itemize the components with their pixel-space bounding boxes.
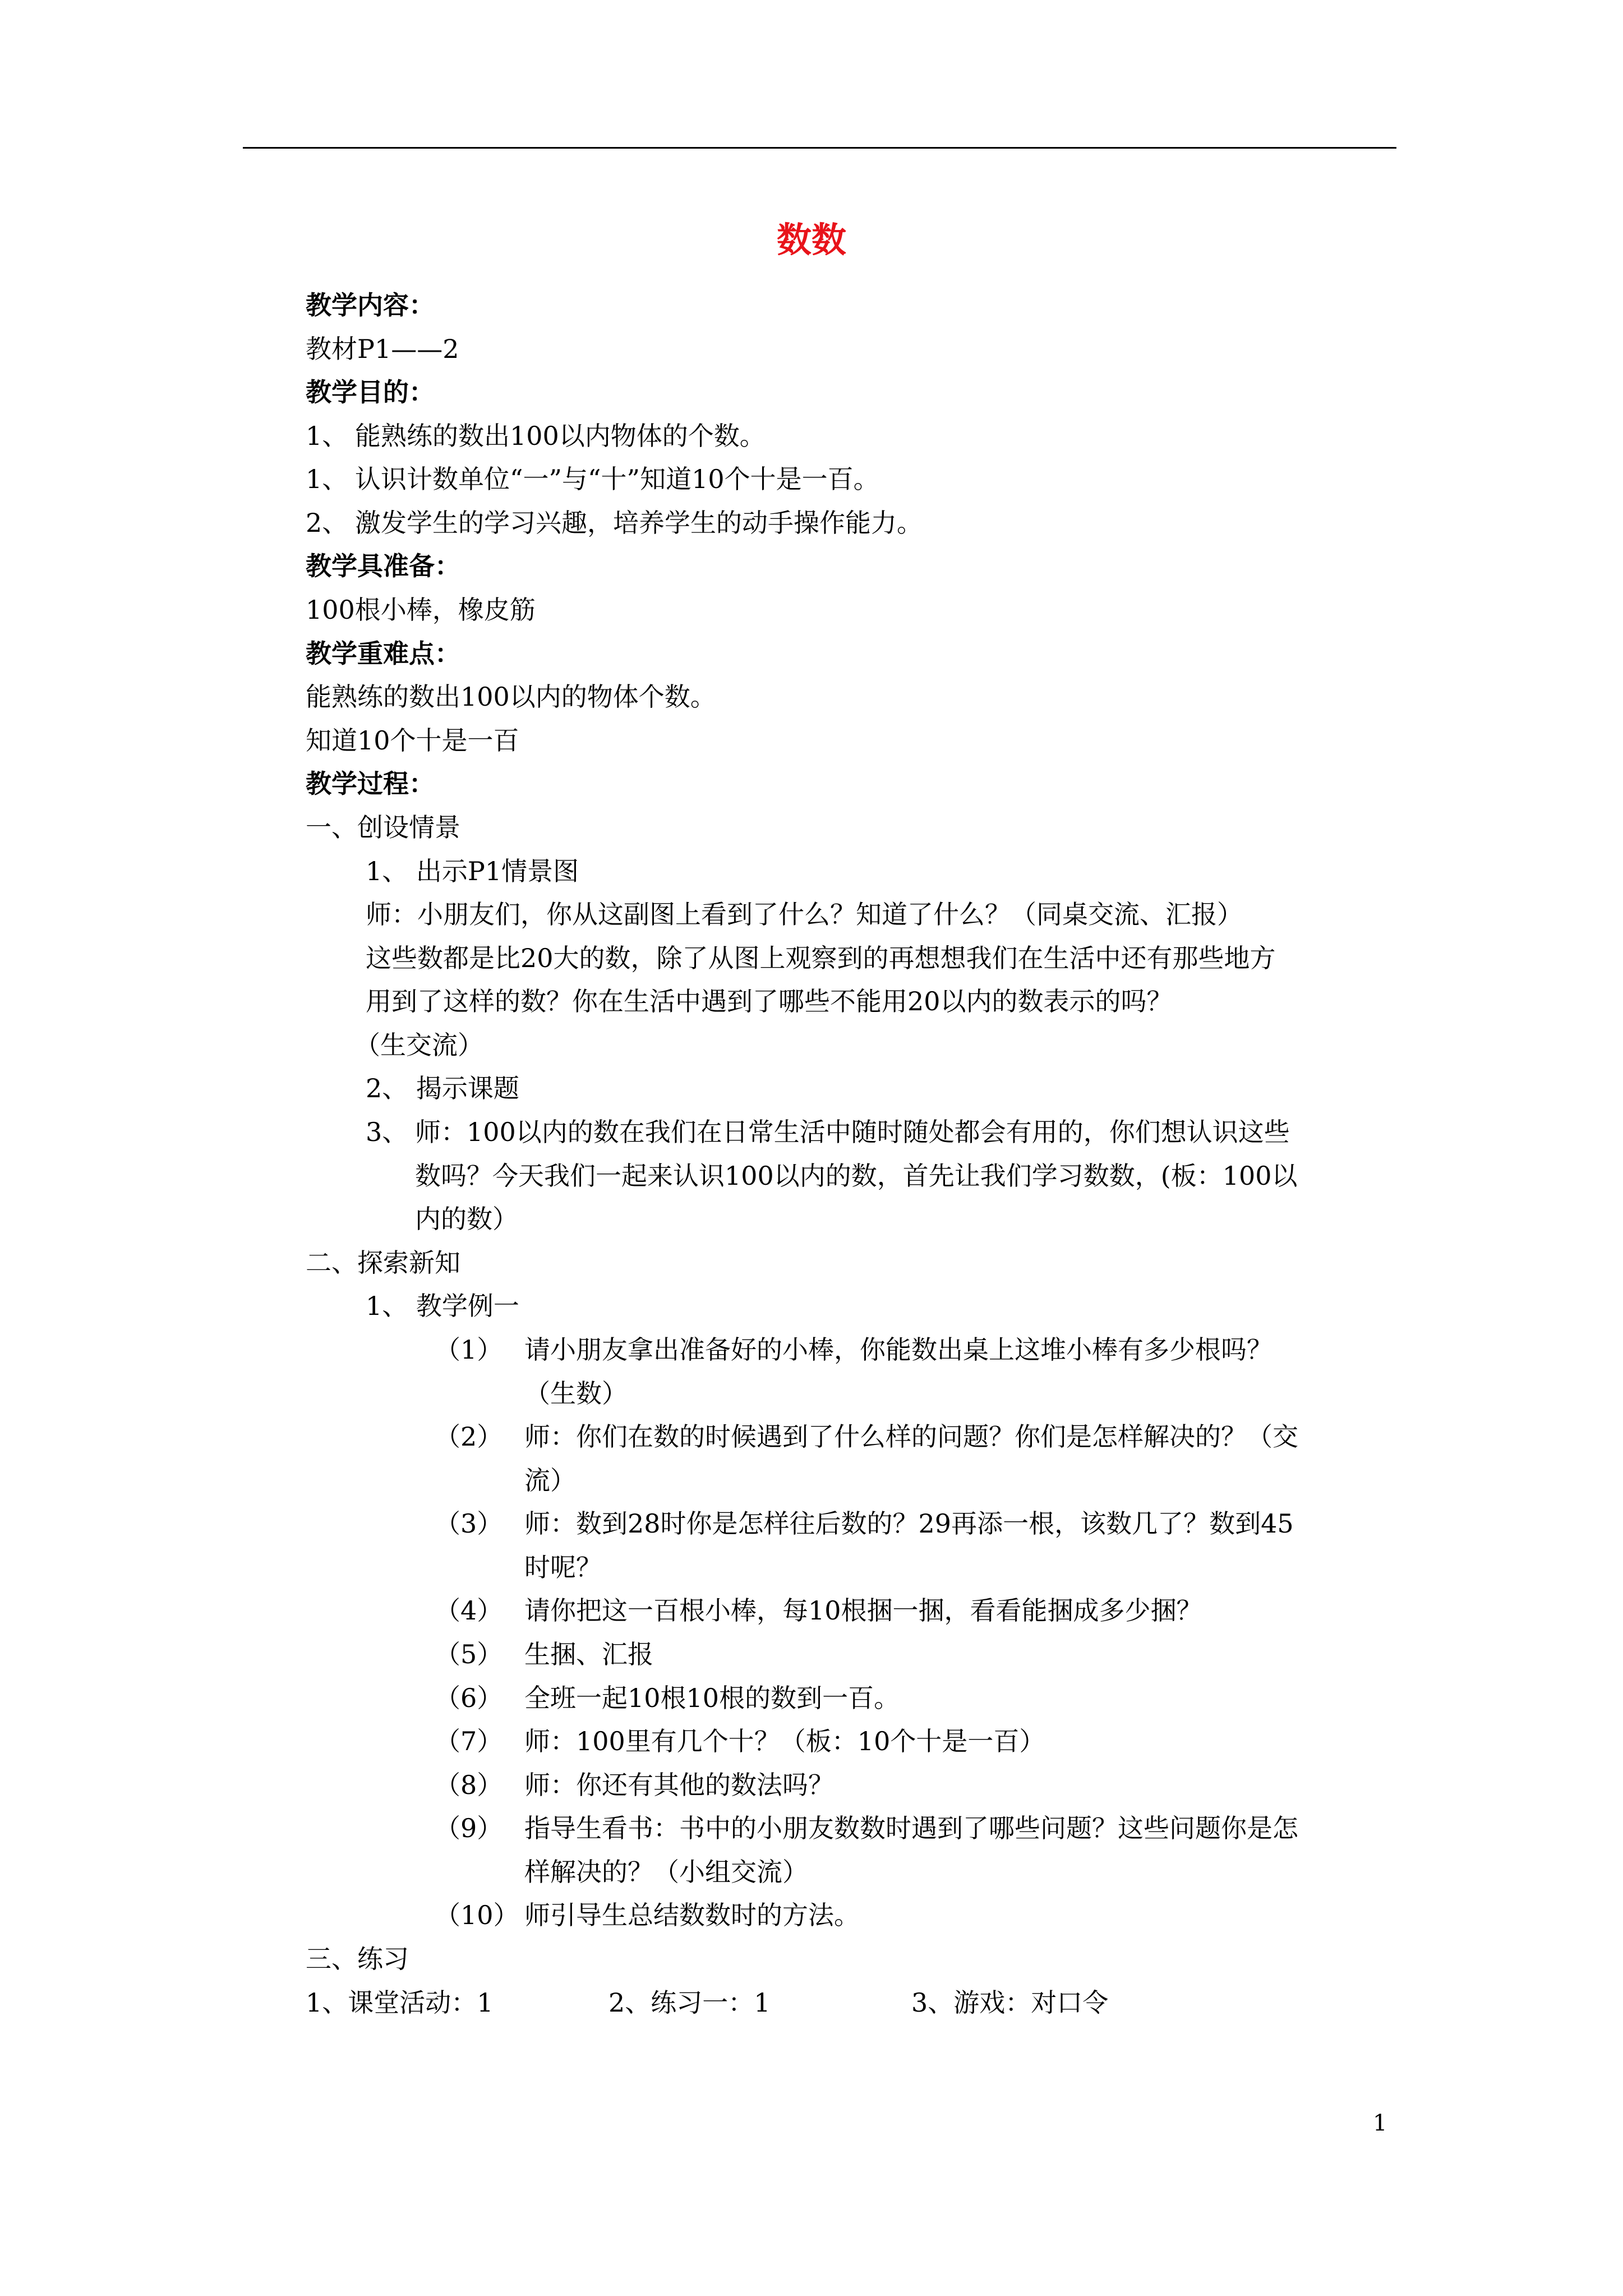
step-text: 师引导生总结数数时的方法。 <box>524 1900 860 1930</box>
step-number: （10） <box>435 1900 519 1930</box>
heading-key: 教学重难点： <box>306 638 460 669</box>
step-number: （1） <box>435 1335 503 1365</box>
goal-number: 1、 <box>306 464 348 494</box>
section1-item3-line: 数吗？今天我们一起来认识100以内的数，首先让我们学习数数，(板：100以 <box>415 1161 1298 1191</box>
exercise-item: 3、游戏：对口令 <box>911 1987 1109 2018</box>
goal-number: 2、 <box>306 508 348 538</box>
goal-text: 激发学生的学习兴趣，培养学生的动手操作能力。 <box>355 508 923 538</box>
key-point: 知道10个十是一百 <box>306 725 519 756</box>
step-number: （3） <box>435 1508 503 1539</box>
paragraph-line: 这些数都是比20大的数，除了从图上观察到的再想想我们在生活中还有那些地方 <box>366 943 1276 973</box>
section1-item3-line: 内的数） <box>415 1204 518 1234</box>
heading-process: 教学过程： <box>306 769 435 799</box>
step-text-continued: （生数） <box>524 1378 628 1409</box>
goal-item <box>306 457 879 501</box>
step-number: （2） <box>435 1421 503 1452</box>
section1-item2: 2、 揭示课题 <box>366 1073 519 1103</box>
step-number: （7） <box>435 1726 503 1756</box>
step-text: 师：你们在数的时候遇到了什么样的问题？你们是怎样解决的？（交 <box>524 1421 1298 1452</box>
step-text: 全班一起10根10根的数到一百。 <box>524 1683 900 1713</box>
step-text: 指导生看书：书中的小朋友数数时遇到了哪些问题？这些问题你是怎 <box>524 1813 1298 1843</box>
step-text: 师：100里有几个十？（板：10个十是一百） <box>524 1726 1045 1756</box>
content-text: 教材P1——2 <box>306 334 459 364</box>
goal-number: 1、 <box>306 421 348 451</box>
page-title: 数数 <box>776 219 846 260</box>
key-point: 能熟练的数出100以内的物体个数。 <box>306 682 716 712</box>
step-text-continued: 流） <box>524 1465 576 1496</box>
section3-title: 三、练习 <box>306 1944 409 1974</box>
step-number: （4） <box>435 1595 503 1626</box>
step-text-continued: 时呢？ <box>524 1552 602 1582</box>
goal-text: 能熟练的数出100以内物体的个数。 <box>355 421 766 451</box>
exercise-item: 2、练习一：1 <box>608 1987 771 2018</box>
section1-item3-number: 3、 <box>366 1117 408 1147</box>
step-number: （6） <box>435 1683 503 1713</box>
goal-text: 认识计数单位“一”与“十”知道10个十是一百。 <box>355 464 879 494</box>
section2-item1: 1、 教学例一 <box>366 1291 519 1321</box>
step-text: 请你把这一百根小棒，每10根捆一捆，看看能捆成多少捆？ <box>524 1595 1202 1626</box>
heading-prep: 教学具准备： <box>306 551 460 581</box>
step-text: 生捆、汇报 <box>524 1639 653 1669</box>
goal-item <box>306 414 766 458</box>
heading-goals: 教学目的： <box>306 377 435 407</box>
section1-title: 一、创设情景 <box>306 812 460 843</box>
step-text-continued: 样解决的？（小组交流） <box>524 1857 808 1887</box>
section1-item3-line: 师：100以内的数在我们在日常生活中随时随处都会有用的，你们想认识这些 <box>415 1117 1290 1147</box>
step-text: 请小朋友拿出准备好的小棒，你能数出桌上这堆小棒有多少根吗？ <box>524 1335 1272 1365</box>
teacher-question: 师：小朋友们，你从这副图上看到了什么？知道了什么？（同桌交流、汇报） <box>366 899 1243 930</box>
page-number: 1 <box>1373 2110 1387 2136</box>
goal-item <box>306 501 923 545</box>
step-text: 师：你还有其他的数法吗？ <box>524 1770 834 1800</box>
step-text: 师：数到28时你是怎样往后数的？29再添一根，该数几了？数到45 <box>524 1508 1294 1539</box>
prep-text: 100根小棒，橡皮筋 <box>306 595 536 625</box>
exercise-item: 1、课堂活动：1 <box>306 1987 494 2018</box>
heading-content: 教学内容： <box>306 290 435 320</box>
step-number: （9） <box>435 1813 503 1843</box>
section2-title: 二、探索新知 <box>306 1248 460 1278</box>
step-number: （8） <box>435 1770 503 1800</box>
paragraph-line: 用到了这样的数？你在生活中遇到了哪些不能用20以内的数表示的吗？ <box>366 986 1173 1016</box>
step-number: （5） <box>435 1639 503 1669</box>
section1-item1: 1、 出示P1情景图 <box>366 856 579 886</box>
student-exchange: （生交流） <box>354 1030 483 1060</box>
header-rule <box>243 147 1396 149</box>
